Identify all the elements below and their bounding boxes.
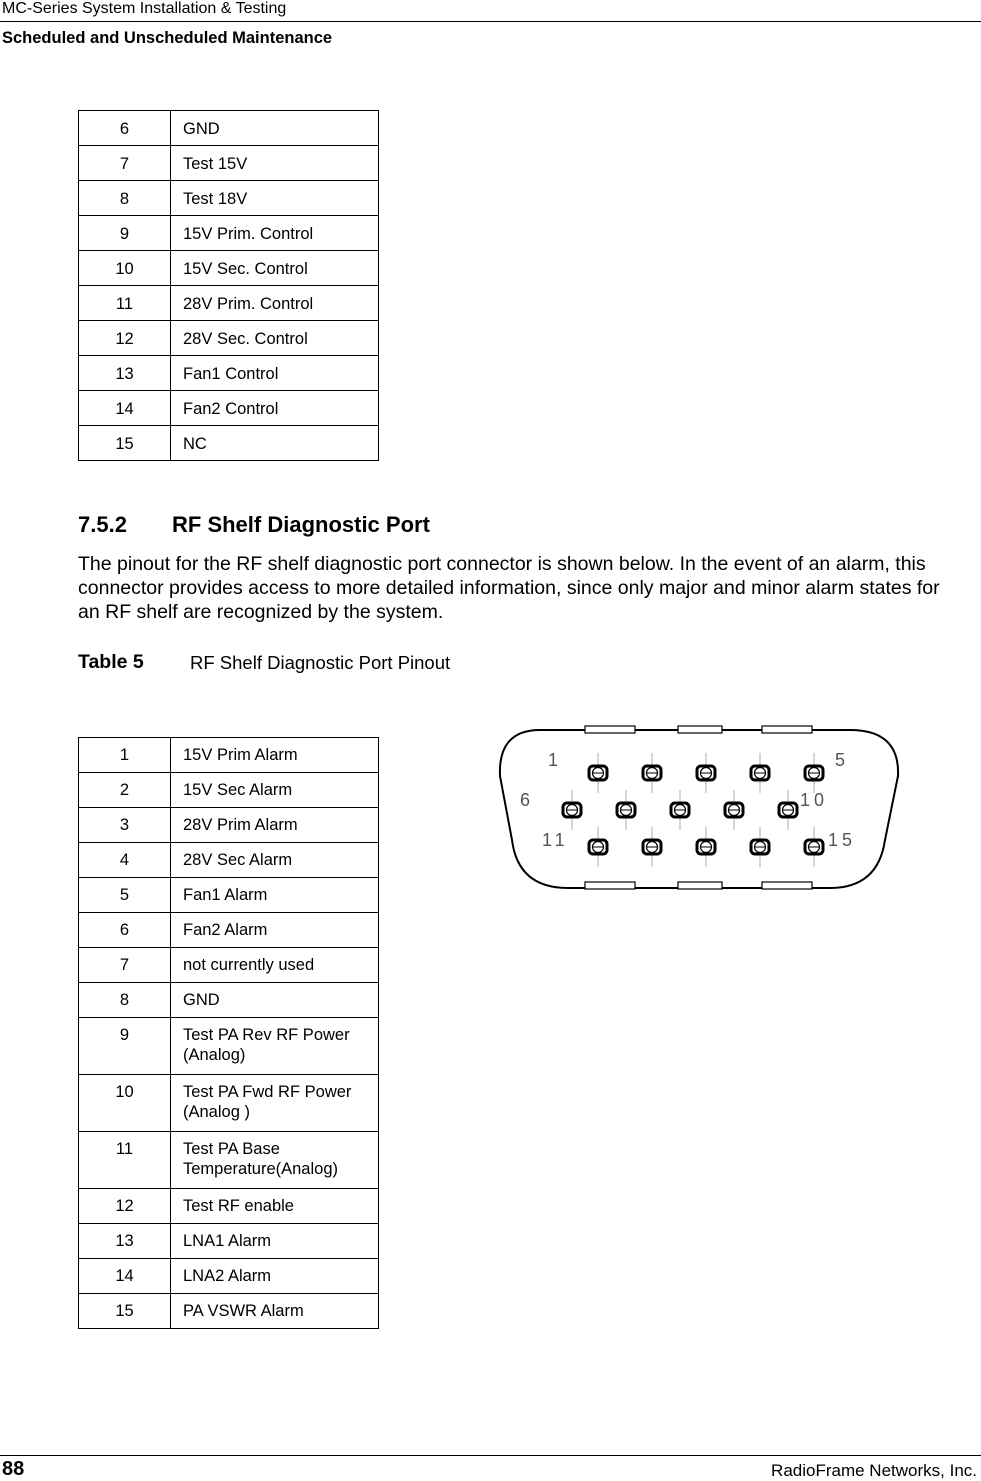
db15-connector-diagram <box>490 718 910 898</box>
pin-number: 15 <box>79 1294 171 1329</box>
pin-number: 13 <box>79 356 171 391</box>
table-row <box>79 181 379 216</box>
running-header-subtitle: Scheduled and Unscheduled Maintenance <box>2 29 333 47</box>
table-row <box>79 286 379 321</box>
table-row <box>79 426 379 461</box>
table-caption-label: Table 5 <box>78 651 144 673</box>
pin-signal: Test 18V <box>171 181 379 216</box>
pin-number: 9 <box>79 1018 171 1075</box>
pin-signal: 28V Prim Alarm <box>171 808 379 843</box>
pin-number: 1 <box>79 738 171 773</box>
header-rule <box>0 21 981 22</box>
pin-number: 12 <box>79 321 171 356</box>
pin-label-5: 5 <box>835 750 846 770</box>
table-caption-text: RF Shelf Diagnostic Port Pinout <box>190 652 451 673</box>
table-row <box>79 356 379 391</box>
pin-signal: 28V Prim. Control <box>171 286 379 321</box>
table-row <box>79 391 379 426</box>
pin-number: 14 <box>79 391 171 426</box>
pin-signal: 15V Prim. Control <box>171 216 379 251</box>
connector-bottom-notch <box>762 882 812 889</box>
pin-number: 7 <box>79 146 171 181</box>
table-row <box>79 843 379 878</box>
section-title: RF Shelf Diagnostic Port <box>172 512 430 537</box>
pin-signal: Test RF enable <box>171 1189 379 1224</box>
pin-number: 7 <box>79 948 171 983</box>
pin-number: 8 <box>79 181 171 216</box>
connector-bottom-notch <box>585 882 635 889</box>
pin-number: 9 <box>79 216 171 251</box>
pin-number: 11 <box>79 1132 171 1189</box>
table-row <box>79 878 379 913</box>
table-row <box>79 111 379 146</box>
footer-rule <box>0 1455 981 1456</box>
table-row <box>79 983 379 1018</box>
table-row <box>79 146 379 181</box>
connector-top-notch <box>585 726 635 733</box>
pin-signal: Fan2 Alarm <box>171 913 379 948</box>
table-row <box>79 773 379 808</box>
pin-number: 4 <box>79 843 171 878</box>
connector-top-notch <box>678 726 722 733</box>
pin-signal: LNA2 Alarm <box>171 1259 379 1294</box>
pin-label-1: 1 <box>548 750 559 770</box>
company-name: RadioFrame Networks, Inc. <box>771 1461 977 1480</box>
pin-signal: 15V Sec. Control <box>171 251 379 286</box>
table-row <box>79 948 379 983</box>
table-row <box>79 738 379 773</box>
pin-number: 5 <box>79 878 171 913</box>
diagnostic-port-pinout-table <box>78 737 379 1329</box>
pin-signal: Test PA Base Temperature(Analog) <box>171 1132 379 1189</box>
pin-number: 8 <box>79 983 171 1018</box>
pin-signal: Fan1 Control <box>171 356 379 391</box>
pin-number: 15 <box>79 426 171 461</box>
connector-top-notch <box>762 726 812 733</box>
table-row <box>79 1189 379 1224</box>
pin-signal: 15V Sec Alarm <box>171 773 379 808</box>
pin-signal: GND <box>171 111 379 146</box>
table-row <box>79 1294 379 1329</box>
pin-label-10: 10 <box>800 790 829 810</box>
pin-signal: PA VSWR Alarm <box>171 1294 379 1329</box>
connector-bottom-notch <box>678 882 722 889</box>
table-row <box>79 321 379 356</box>
pin-number: 6 <box>79 913 171 948</box>
table-row <box>79 251 379 286</box>
table-row <box>79 216 379 251</box>
running-header-title: MC-Series System Installation & Testing <box>2 0 287 17</box>
pin-number: 2 <box>79 773 171 808</box>
pinout-table-continued <box>78 110 379 461</box>
pin-signal: Test PA Rev RF Power (Analog) <box>171 1018 379 1075</box>
pin-number: 13 <box>79 1224 171 1259</box>
pin-number: 11 <box>79 286 171 321</box>
pin-number: 14 <box>79 1259 171 1294</box>
pin-signal: GND <box>171 983 379 1018</box>
pin-signal: not currently used <box>171 948 379 983</box>
table-row <box>79 1259 379 1294</box>
table-row <box>79 1132 379 1189</box>
pin-label-6: 6 <box>520 790 531 810</box>
pin-label-15: 15 <box>828 830 857 850</box>
pin-signal: LNA1 Alarm <box>171 1224 379 1259</box>
table-row <box>79 1224 379 1259</box>
pin-label-11: 11 <box>542 830 569 850</box>
pin-signal: Fan1 Alarm <box>171 878 379 913</box>
table-row <box>79 1075 379 1132</box>
pin-signal: 28V Sec. Control <box>171 321 379 356</box>
pin-signal: Fan2 Control <box>171 391 379 426</box>
pin-number: 12 <box>79 1189 171 1224</box>
pin-number: 6 <box>79 111 171 146</box>
pin-signal: Test PA Fwd RF Power (Analog ) <box>171 1075 379 1132</box>
pin-signal: NC <box>171 426 379 461</box>
pin-number: 10 <box>79 251 171 286</box>
pin-signal: 28V Sec Alarm <box>171 843 379 878</box>
page-number: 88 <box>2 1458 25 1480</box>
pin-signal: 15V Prim Alarm <box>171 738 379 773</box>
pin-signal: Test 15V <box>171 146 379 181</box>
pin-number: 10 <box>79 1075 171 1132</box>
table-row <box>79 913 379 948</box>
table-row <box>79 1018 379 1075</box>
table-row <box>79 808 379 843</box>
section-number: 7.5.2 <box>78 512 127 537</box>
section-paragraph: The pinout for the RF shelf diagnostic port connector is shown below. In the event of an alarm, this connector provides access to more detailed information, since only major and minor alarm states for an RF shelf are recognized by the system. <box>78 553 940 623</box>
pin-number: 3 <box>79 808 171 843</box>
